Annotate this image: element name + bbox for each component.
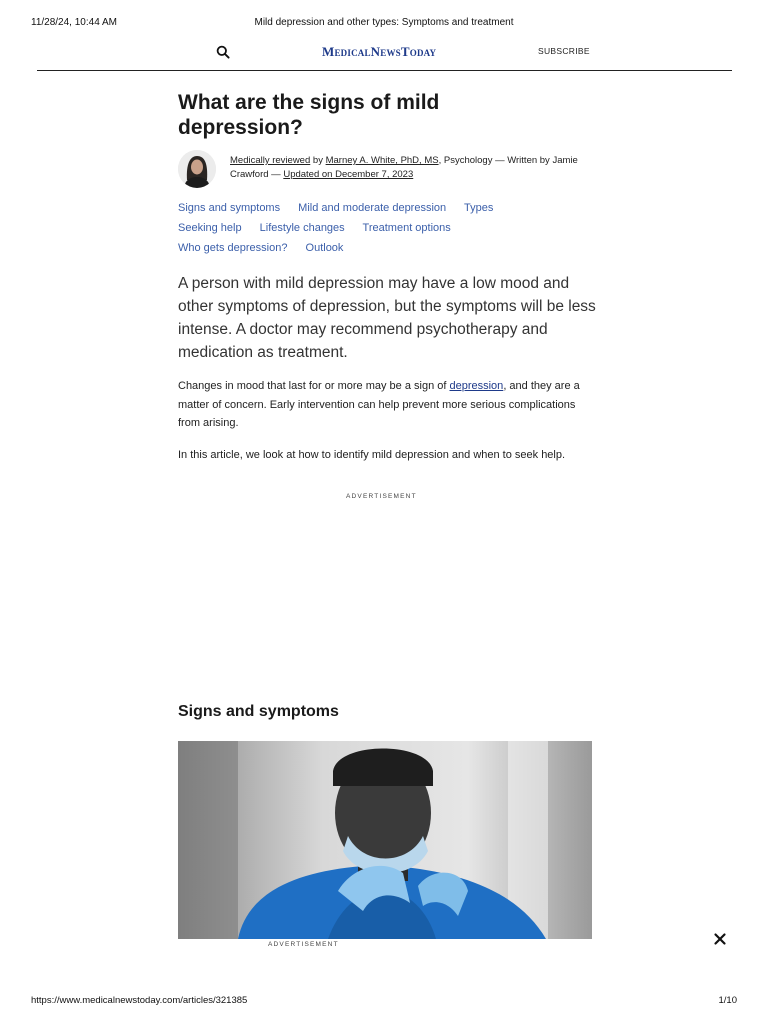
- author-avatar-image: [178, 150, 216, 188]
- section-heading-signs-and-symptoms: Signs and symptoms: [178, 703, 339, 720]
- toc-signs-and-symptoms[interactable]: Signs and symptoms: [178, 202, 281, 214]
- toc-types[interactable]: Types: [464, 202, 494, 214]
- advertisement-label: ADVERTISEMENT: [346, 493, 417, 500]
- close-ad-icon[interactable]: [713, 932, 727, 946]
- medically-reviewed-link[interactable]: Medically reviewed: [230, 155, 311, 166]
- toc-seeking-help[interactable]: Seeking help: [178, 222, 242, 234]
- byline-text: [230, 154, 590, 182]
- print-url: https://www.medicalnewstoday.com/articles/321385: [31, 995, 248, 1006]
- updated-date-link[interactable]: Updated on December 7, 2023: [283, 169, 414, 180]
- article-paragraph-1: [178, 377, 588, 433]
- byline-by: by: [312, 155, 323, 166]
- search-icon[interactable]: [216, 45, 230, 59]
- print-footer: [31, 995, 737, 1009]
- depression-link[interactable]: depression: [449, 380, 504, 392]
- toc-who-gets-depression[interactable]: Who gets depression?: [178, 242, 288, 254]
- reviewer-field: , Psychology — Written by: [438, 155, 550, 166]
- article-hero-image: [178, 741, 592, 939]
- author-name: Jamie Crawford —: [230, 155, 578, 180]
- site-logo[interactable]: MedicalNewsToday: [322, 44, 437, 59]
- site-header: [37, 40, 732, 71]
- paragraph-text: , and they are a matter of concern. Early intervention can help prevent more serious complications from arising.: [178, 380, 580, 429]
- toc-row: [178, 200, 598, 220]
- print-page-number: 1/10: [718, 995, 737, 1006]
- author-avatar: [178, 150, 216, 188]
- toc-treatment-options[interactable]: Treatment options: [362, 222, 451, 234]
- article-title: What are the signs of mild depression?: [178, 91, 440, 139]
- print-datetime: 11/28/24, 10:44 AM: [31, 17, 117, 28]
- print-document-title: Mild depression and other types: Symptoms and treatment: [254, 17, 514, 28]
- article-byline: [178, 150, 598, 190]
- print-header: [31, 17, 737, 31]
- article-lead: A person with mild depression may have a low mood and other symptoms of depression, but the symptoms will be less intense. A doctor may recommend psychotherapy and medication as treatment.: [178, 275, 596, 361]
- reviewer-link[interactable]: Marney A. White, PhD, MS: [325, 155, 439, 166]
- advertisement-label-bottom: ADVERTISEMENT: [268, 941, 339, 948]
- toc-mild-and-moderate-depression[interactable]: Mild and moderate depression: [298, 202, 447, 214]
- subscribe-link[interactable]: SUBSCRIBE: [538, 46, 590, 56]
- toc-outlook[interactable]: Outlook: [305, 242, 344, 254]
- article-paragraph-2: In this article, we look at how to identify mild depression and when to seek help.: [178, 449, 566, 461]
- table-of-contents: [178, 200, 598, 260]
- healthcare-worker-photo: [178, 741, 592, 939]
- toc-lifestyle-changes[interactable]: Lifestyle changes: [259, 222, 345, 234]
- paragraph-text: Changes in mood that last for or more may be a sign of: [178, 380, 450, 392]
- toc-row: [178, 240, 598, 260]
- toc-row: [178, 220, 598, 240]
